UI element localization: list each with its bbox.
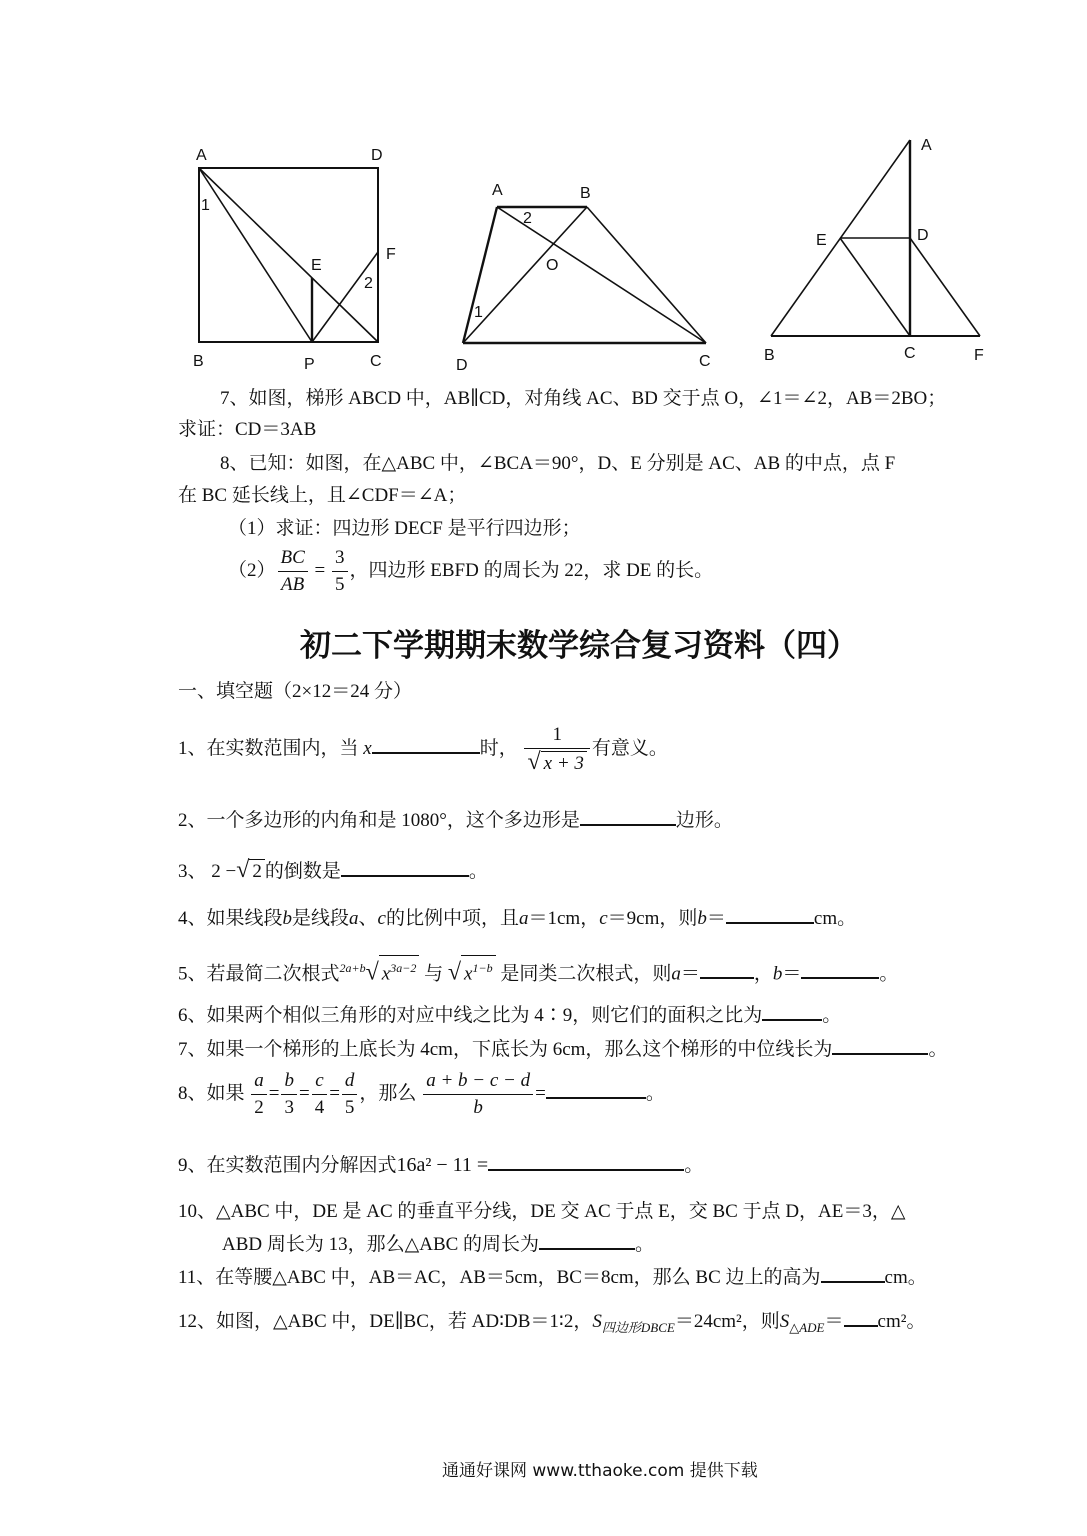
- problem-8-part2: [228, 545, 713, 598]
- frac-num: a: [251, 1068, 267, 1095]
- q5-text: 5、若最简二次根式: [178, 963, 340, 985]
- geometry-figures: [0, 0, 1087, 400]
- radicand-base: x: [381, 963, 391, 985]
- q1-fraction: [524, 722, 589, 777]
- frac-num: a + b − c − d: [423, 1068, 533, 1095]
- q2-text: 2、一个多边形的内角和是 1080°，这个多边形是: [178, 810, 580, 831]
- q5-text: 。: [879, 963, 899, 985]
- q11-blank[interactable]: [821, 1263, 885, 1283]
- sqrt-icon: √: [236, 857, 250, 883]
- q4-var: b: [697, 908, 707, 929]
- q4-text: ＝: [706, 908, 726, 929]
- footer-source: 通通好课网 www.tthaoke.com 提供下载: [442, 1461, 758, 1481]
- fig3-label-F: F: [974, 347, 984, 364]
- frac-num: c: [312, 1068, 328, 1095]
- q7-text2: 。: [928, 1039, 948, 1060]
- frac-c-4: [312, 1068, 328, 1121]
- q6-text: 6、如果两个相似三角形的对应中线之比为 4∶9，则它们的面积之比为: [178, 1005, 763, 1026]
- fig2-label-A: A: [492, 182, 503, 199]
- fig2-angle-2: 2: [523, 210, 532, 227]
- fig1-angle-1: 1: [201, 197, 210, 214]
- fig1-label-D: D: [371, 147, 383, 164]
- q4-text: ＝1cm，: [528, 908, 600, 929]
- q10-blank[interactable]: [539, 1230, 635, 1250]
- q5-text: 与: [424, 963, 444, 985]
- q1-blank[interactable]: [372, 734, 480, 754]
- question-4: [178, 903, 856, 930]
- q8-text: 8、如果: [178, 1082, 245, 1104]
- q4-blank[interactable]: [726, 904, 814, 924]
- q1-var: x: [363, 737, 372, 759]
- q4-var: a: [519, 908, 529, 929]
- fig2-label-O: O: [546, 257, 559, 274]
- part2-text: ，四边形 EBFD 的周长为 22，求 DE 的长。: [349, 559, 714, 581]
- q6-text2: 。: [822, 1005, 842, 1026]
- q8-blank[interactable]: [546, 1079, 646, 1099]
- equals-sign: =: [535, 1082, 546, 1104]
- q5-blank-b[interactable]: [801, 959, 879, 979]
- radicand-base: x: [464, 963, 473, 985]
- frac-b-3: [281, 1068, 297, 1121]
- fraction-bc-ab: [278, 545, 308, 598]
- problem-7-line1: 7、如图，梯形 ABCD 中，AB∥CD，对角线 AC、BD 交于点 O，∠1＝∠2，AB＝2BO；: [220, 388, 947, 409]
- area-symbol: S: [592, 1311, 602, 1332]
- q4-var: c: [377, 908, 386, 929]
- question-3: [178, 856, 488, 884]
- area-symbol: S: [779, 1311, 790, 1332]
- equals-sign: =: [268, 1082, 280, 1104]
- q4-var: a: [349, 908, 359, 929]
- q11-text: 11、在等腰△ABC 中，AB＝AC，AB＝5cm，BC＝8cm，那么 BC 边上的高为: [178, 1267, 821, 1288]
- frac-den: [524, 749, 589, 777]
- fig1-angle-2: 2: [364, 275, 373, 292]
- fig2-label-C: C: [699, 353, 711, 370]
- question-8: [178, 1068, 665, 1121]
- fig1-label-B: B: [193, 353, 204, 370]
- radicand-exponent: 1−b: [472, 961, 493, 975]
- q9-blank[interactable]: [488, 1151, 684, 1171]
- q4-text: cm。: [813, 908, 857, 929]
- frac-den: 5: [335, 574, 345, 595]
- fraction-3-5: [332, 545, 348, 598]
- q4-text: 、: [358, 908, 378, 929]
- q12-text3: ＝: [824, 1311, 844, 1332]
- radicand: [461, 955, 496, 986]
- fig2-angle-1: 1: [474, 304, 483, 321]
- q5-text: 是同类二次根式，则: [500, 963, 672, 985]
- fig1-label-P: P: [304, 356, 315, 373]
- q12-text4: cm²。: [877, 1311, 926, 1332]
- square-figure: [199, 168, 378, 342]
- radicand-exponent: 3a−2: [390, 961, 417, 975]
- q12-blank[interactable]: [844, 1307, 878, 1327]
- q8-text3: 。: [645, 1082, 665, 1104]
- q5-var: a: [671, 963, 681, 985]
- q3-text3: 。: [468, 861, 488, 882]
- root-icon: √: [365, 959, 379, 986]
- frac-a-2: [251, 1068, 267, 1121]
- problem-7-line2: 求证：CD＝3AB: [178, 419, 317, 440]
- frac-num: BC: [278, 545, 308, 572]
- q1-text2: 时，: [479, 737, 518, 759]
- part2-prefix: （2）: [228, 559, 276, 581]
- q12-text2: ＝24cm²，则: [674, 1311, 780, 1332]
- fig3-label-C: C: [904, 345, 916, 362]
- question-1: [178, 722, 668, 777]
- radicand: [379, 955, 420, 986]
- q5-var: b: [772, 963, 783, 985]
- question-7: [178, 1034, 947, 1061]
- q12-text: 12、如图，△ABC 中，DE∥BC，若 AD∶DB＝1∶2，: [178, 1311, 593, 1332]
- question-2: [178, 805, 733, 832]
- fig1-label-F: F: [386, 246, 396, 263]
- fig1-label-A: A: [196, 147, 207, 164]
- q4-var: b: [282, 908, 293, 929]
- q5-blank-a[interactable]: [700, 959, 754, 979]
- q4-text: 4、如果线段: [178, 908, 283, 929]
- q1-text3: 有意义。: [591, 737, 668, 759]
- problem-8-part1: （1）求证：四边形 DECF 是平行四边形；: [228, 518, 581, 539]
- q9-text2: 。: [684, 1155, 704, 1176]
- fig1-label-C: C: [370, 353, 382, 370]
- frac-den: 3: [284, 1097, 294, 1118]
- equals-sign: =: [314, 559, 326, 581]
- problem-8-line1: 8、已知：如图，在△ABC 中，∠BCA＝90°，D、E 分别是 AC、AB 的中点，点 F: [220, 453, 896, 474]
- sqrt-icon: √: [527, 749, 541, 775]
- equals-sign: =: [298, 1082, 310, 1104]
- q10-text: ABD 周长为 13，那么△ABC 的周长为: [222, 1234, 540, 1255]
- q5-text: ＝: [782, 963, 802, 985]
- q10-text2: 。: [635, 1234, 655, 1255]
- question-12: [178, 1306, 925, 1336]
- sqrt-icon: √: [447, 959, 462, 986]
- q6-blank[interactable]: [762, 1001, 822, 1021]
- frac-big: [423, 1068, 533, 1121]
- frac-den: 4: [314, 1097, 325, 1118]
- frac-num: 1: [524, 722, 589, 749]
- trapezoid-figure: [463, 207, 706, 343]
- problem-8-line2: 在 BC 延长线上，且∠CDF＝∠A；: [178, 485, 467, 506]
- fig3-label-E: E: [816, 232, 827, 249]
- q9-expression: 16a² − 11 =: [396, 1154, 489, 1176]
- q3-blank[interactable]: [341, 857, 469, 877]
- section-heading: 一、填空题（2×12＝24 分）: [178, 681, 412, 702]
- q4-text: ＝9cm，则: [607, 908, 698, 929]
- area-subscript: △ADE: [789, 1319, 825, 1335]
- q1-text: 1、在实数范围内，当: [178, 737, 364, 759]
- fig1-label-E: E: [311, 257, 322, 274]
- q4-var: c: [599, 908, 608, 929]
- q11-text2: cm。: [884, 1267, 927, 1288]
- frac-den: 5: [344, 1097, 355, 1118]
- question-10-line2: [222, 1229, 654, 1256]
- question-11: [178, 1262, 927, 1289]
- q5-text: ，: [753, 963, 773, 985]
- frac-den: AB: [281, 574, 305, 595]
- equals-sign: =: [329, 1082, 340, 1104]
- fig3-label-D: D: [917, 227, 929, 244]
- q4-text: 是线段: [292, 908, 350, 929]
- q8-text2: ，那么: [359, 1082, 417, 1104]
- frac-d-5: [342, 1068, 358, 1121]
- q2-text2: 边形。: [675, 810, 733, 831]
- frac-den: b: [473, 1097, 483, 1118]
- q7-text: 7、如果一个梯形的上底长为 4cm，下底长为 6cm，那么这个梯形的中位线长为: [178, 1039, 833, 1060]
- question-10-line1: 10、△ABC 中，DE 是 AC 的垂直平分线，DE 交 AC 于点 E，交 BC 于点 D，AE＝3，△: [178, 1201, 906, 1222]
- q7-blank[interactable]: [832, 1035, 928, 1055]
- radicand: 2: [249, 859, 265, 884]
- fig3-label-A: A: [921, 137, 932, 154]
- triangle-figure: [771, 140, 980, 336]
- radicand: x + 3: [541, 751, 587, 776]
- question-9: [178, 1150, 703, 1177]
- q3-text2: 的倒数是: [264, 861, 341, 882]
- area-subscript: 四边形DBCE: [601, 1319, 675, 1335]
- fig3-label-B: B: [764, 347, 775, 364]
- frac-den: 2: [254, 1097, 264, 1118]
- q9-text: 9、在实数范围内分解因式: [178, 1155, 397, 1176]
- q4-text: 的比例中项，且: [385, 908, 519, 929]
- fig2-label-D: D: [456, 357, 468, 374]
- root-index: 2a+b: [339, 961, 366, 975]
- q2-blank[interactable]: [580, 806, 676, 826]
- frac-num: b: [281, 1068, 297, 1095]
- page-title: 初二下学期期末数学综合复习资料（四）: [300, 628, 858, 664]
- question-6: [178, 1000, 841, 1027]
- fig2-label-B: B: [580, 185, 591, 202]
- frac-num: 3: [332, 545, 348, 572]
- question-5: [178, 955, 898, 986]
- frac-num: d: [342, 1068, 358, 1095]
- q5-text: ＝: [680, 963, 700, 985]
- q3-text: 3、 2 −: [178, 861, 237, 882]
